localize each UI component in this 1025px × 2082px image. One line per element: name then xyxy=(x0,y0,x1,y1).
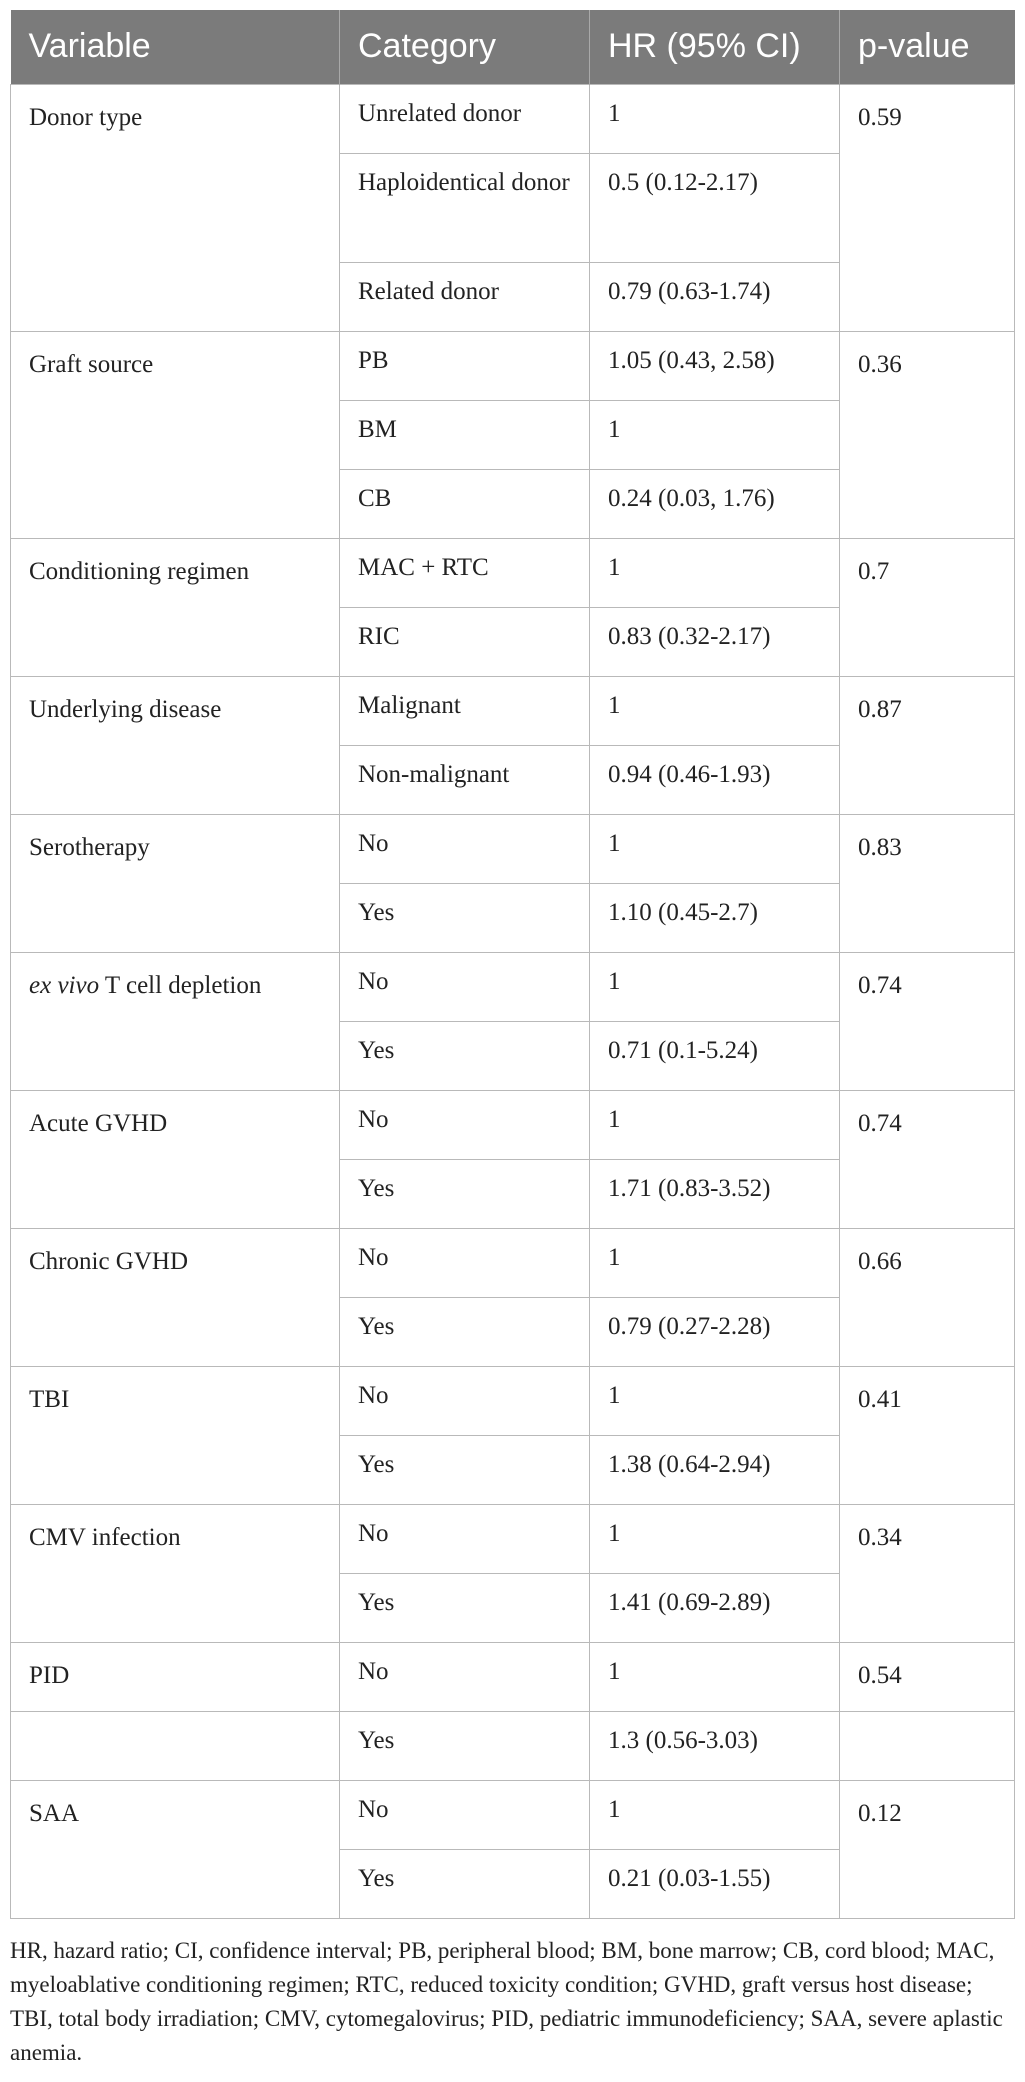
hr-cell: 1 xyxy=(590,1504,840,1573)
category-cell: Yes xyxy=(340,1159,590,1228)
table-row xyxy=(11,1090,1015,1159)
variable-text: CMV infection xyxy=(29,1523,181,1551)
variable-text: Acute GVHD xyxy=(29,1109,168,1137)
variable-cell xyxy=(11,814,340,952)
header-category: Category xyxy=(340,10,590,84)
variable-text: TBI xyxy=(29,1385,70,1413)
category-cell: No xyxy=(340,1642,590,1711)
category-cell: No xyxy=(340,1366,590,1435)
variable-cell xyxy=(11,676,340,814)
hr-cell: 0.94 (0.46-1.93) xyxy=(590,745,840,814)
table-row xyxy=(11,538,1015,607)
hr-cell: 1.71 (0.83-3.52) xyxy=(590,1159,840,1228)
variable-cell xyxy=(11,331,340,538)
variable-text: PID xyxy=(29,1661,70,1689)
category-cell: Non-malignant xyxy=(340,745,590,814)
category-cell: Unrelated donor xyxy=(340,84,590,153)
variable-cell xyxy=(11,1228,340,1366)
p-value-cell: 0.74 xyxy=(840,952,1015,1090)
p-value-cell: 0.59 xyxy=(840,84,1015,331)
p-value-cell: 0.54 xyxy=(840,1642,1015,1711)
hr-cell: 1.38 (0.64-2.94) xyxy=(590,1435,840,1504)
category-cell: Yes xyxy=(340,1573,590,1642)
p-value-cell: 0.34 xyxy=(840,1504,1015,1642)
p-value-cell: 0.74 xyxy=(840,1090,1015,1228)
category-cell: No xyxy=(340,1090,590,1159)
category-cell: No xyxy=(340,1504,590,1573)
category-cell: BM xyxy=(340,400,590,469)
category-cell: Yes xyxy=(340,1849,590,1918)
variable-text: Chronic GVHD xyxy=(29,1247,189,1275)
category-cell: RIC xyxy=(340,607,590,676)
variable-cell xyxy=(11,952,340,1090)
category-cell: Haploidentical donor xyxy=(340,153,590,262)
hr-cell: 0.5 (0.12-2.17) xyxy=(590,153,840,262)
hr-cell: 1 xyxy=(590,538,840,607)
hr-cell: 1 xyxy=(590,84,840,153)
hr-cell: 1.05 (0.43, 2.58) xyxy=(590,331,840,400)
category-cell: Yes xyxy=(340,1297,590,1366)
p-value-cell: 0.12 xyxy=(840,1780,1015,1918)
category-cell: No xyxy=(340,1228,590,1297)
hr-cell: 1.41 (0.69-2.89) xyxy=(590,1573,840,1642)
table-row xyxy=(11,1504,1015,1573)
variable-text: Graft source xyxy=(29,350,154,378)
variable-text: Donor type xyxy=(29,103,143,131)
hr-cell: 1 xyxy=(590,400,840,469)
hr-cell: 1 xyxy=(590,952,840,1021)
variable-text: Underlying disease xyxy=(29,695,222,723)
category-cell: Yes xyxy=(340,1711,590,1780)
hazard-ratio-table xyxy=(10,10,1015,1919)
table-row xyxy=(11,1366,1015,1435)
variable-text: T cell depletion xyxy=(104,971,262,999)
hr-cell: 1 xyxy=(590,1228,840,1297)
category-cell: Malignant xyxy=(340,676,590,745)
variable-cell xyxy=(11,84,340,331)
p-value-cell: 0.83 xyxy=(840,814,1015,952)
variable-cell xyxy=(11,538,340,676)
table-row xyxy=(11,1780,1015,1849)
table-header xyxy=(11,10,1015,84)
variable-cell xyxy=(11,1642,340,1711)
header-hr: HR (95% CI) xyxy=(590,10,840,84)
hr-cell: 1 xyxy=(590,676,840,745)
table-row xyxy=(11,1228,1015,1297)
p-value-cell: 0.41 xyxy=(840,1366,1015,1504)
hr-cell: 0.71 (0.1-5.24) xyxy=(590,1021,840,1090)
category-cell: MAC + RTC xyxy=(340,538,590,607)
table-row xyxy=(11,331,1015,400)
hr-cell: 1.3 (0.56-3.03) xyxy=(590,1711,840,1780)
header-p-value: p-value xyxy=(840,10,1015,84)
category-cell: Yes xyxy=(340,1021,590,1090)
variable-cell xyxy=(11,1780,340,1918)
table-body xyxy=(11,84,1015,1918)
variable-cell-empty xyxy=(11,1711,340,1780)
p-value-cell: 0.7 xyxy=(840,538,1015,676)
category-cell: No xyxy=(340,1780,590,1849)
table-row xyxy=(11,84,1015,153)
category-cell: No xyxy=(340,814,590,883)
table-footnote: HR, hazard ratio; CI, confidence interval; PB, peripheral blood; BM, bone marrow; CB, cord blood; MAC, myeloablative conditioning regimen; RTC, reduced toxicity condition; GVHD, graft versus host disease; TBI, total body irradiation; CMV, cytomegalovirus; PID, pediatric immunodeficiency; SAA, severe aplastic anemia. xyxy=(10,1938,1003,2065)
p-value-cell: 0.36 xyxy=(840,331,1015,538)
category-cell: PB xyxy=(340,331,590,400)
category-cell: Yes xyxy=(340,1435,590,1504)
variable-cell xyxy=(11,1090,340,1228)
hr-cell: 1 xyxy=(590,1090,840,1159)
hr-cell: 0.79 (0.63-1.74) xyxy=(590,262,840,331)
hr-cell: 1.10 (0.45-2.7) xyxy=(590,883,840,952)
table-row xyxy=(11,676,1015,745)
hr-cell: 0.24 (0.03, 1.76) xyxy=(590,469,840,538)
variable-cell xyxy=(11,1366,340,1504)
hr-cell: 0.79 (0.27-2.28) xyxy=(590,1297,840,1366)
table-row xyxy=(11,814,1015,883)
table-row xyxy=(11,952,1015,1021)
p-value-cell-empty xyxy=(840,1711,1015,1780)
hr-cell: 1 xyxy=(590,1780,840,1849)
category-cell: No xyxy=(340,952,590,1021)
variable-text: Serotherapy xyxy=(29,833,150,861)
header-variable: Variable xyxy=(11,10,340,84)
table-row xyxy=(11,1711,1015,1780)
hr-cell: 0.21 (0.03-1.55) xyxy=(590,1849,840,1918)
hr-cell: 1 xyxy=(590,1366,840,1435)
table-row xyxy=(11,1642,1015,1711)
hr-cell: 0.83 (0.32-2.17) xyxy=(590,607,840,676)
variable-text: SAA xyxy=(29,1799,80,1827)
category-cell: CB xyxy=(340,469,590,538)
variable-italic-text: ex vivo xyxy=(29,971,100,999)
hr-cell: 1 xyxy=(590,1642,840,1711)
variable-cell xyxy=(11,1504,340,1642)
variable-text: Conditioning regimen xyxy=(29,557,250,585)
p-value-cell: 0.87 xyxy=(840,676,1015,814)
category-cell: Related donor xyxy=(340,262,590,331)
hr-cell: 1 xyxy=(590,814,840,883)
category-cell: Yes xyxy=(340,883,590,952)
p-value-cell: 0.66 xyxy=(840,1228,1015,1366)
